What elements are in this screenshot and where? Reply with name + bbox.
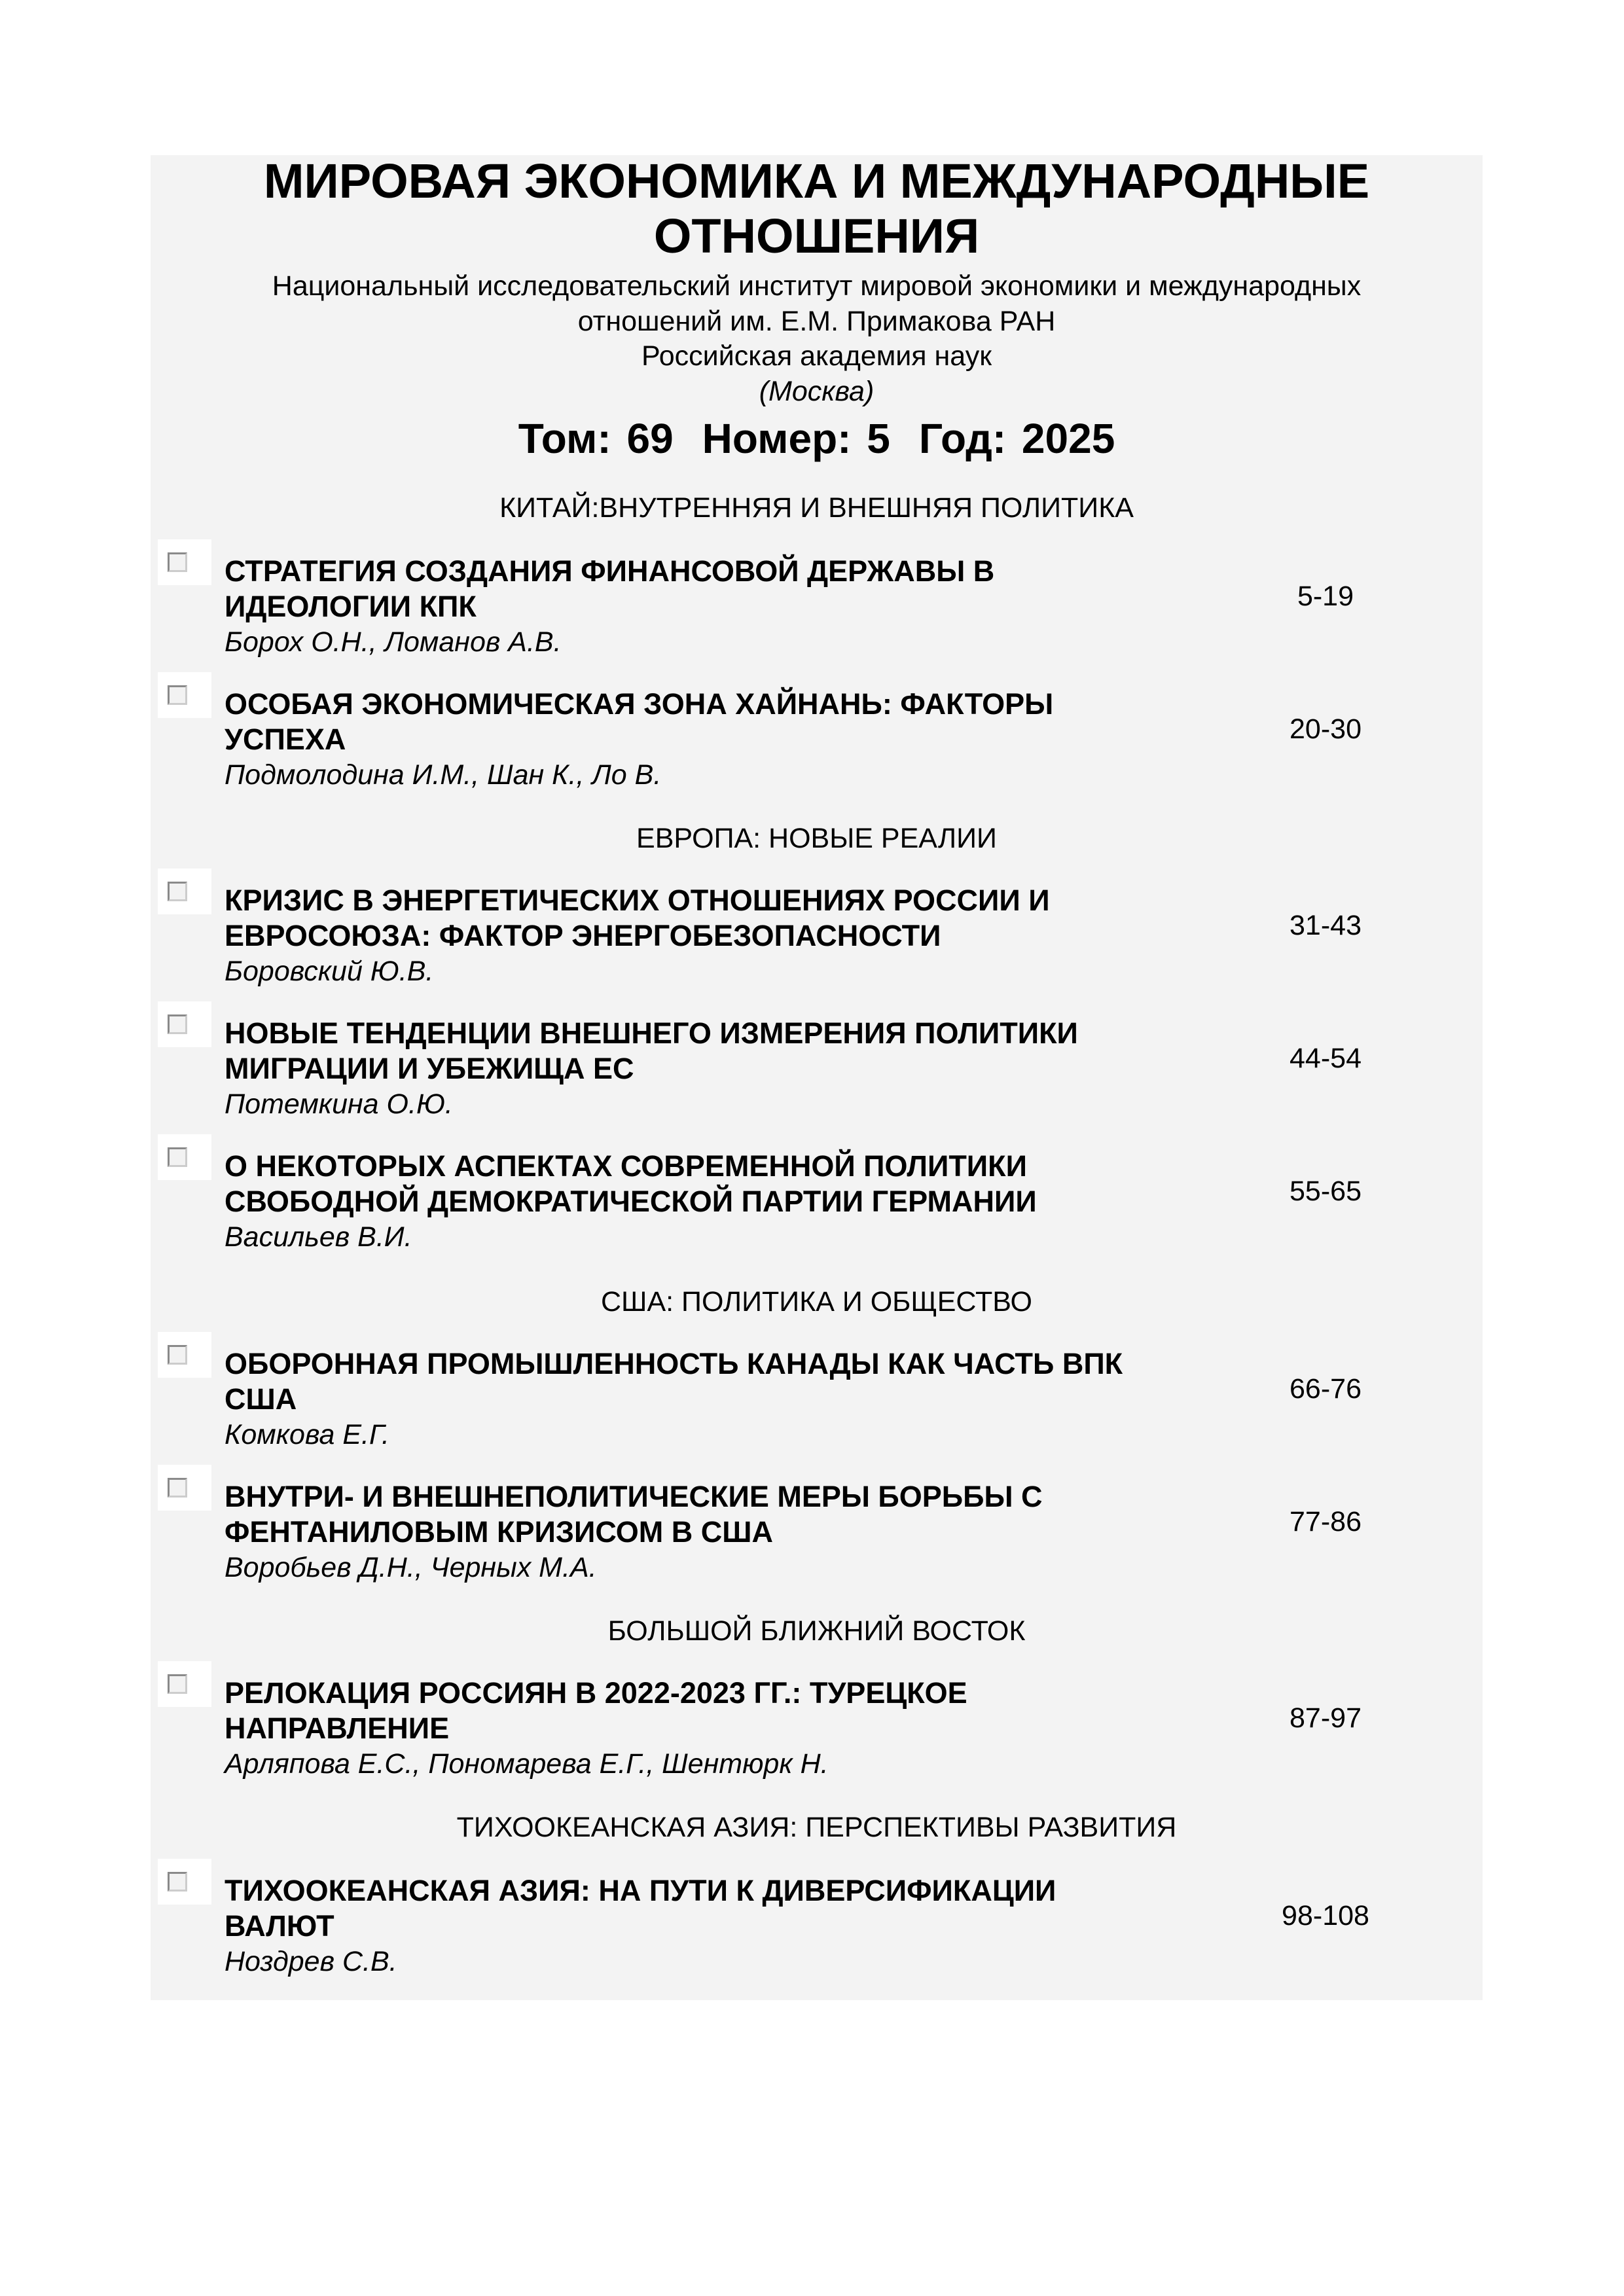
- article-pages: 31-43: [1290, 910, 1362, 941]
- article-authors: Воробьев Д.Н., Черных М.А.: [225, 1552, 597, 1583]
- section-heading: ТИХООКЕАНСКАЯ АЗИЯ: ПЕРСПЕКТИВЫ РАЗВИТИЯ: [456, 1812, 1177, 1843]
- article-checkbox[interactable]: [158, 672, 211, 718]
- checkbox-icon: [168, 685, 187, 705]
- section-heading: США: ПОЛИТИКА И ОБЩЕСТВО: [601, 1286, 1032, 1318]
- article-pages: 55-65: [1290, 1175, 1362, 1207]
- article-authors: Подмолодина И.М., Шан К., Ло В.: [225, 759, 662, 791]
- checkbox-icon: [168, 1478, 187, 1498]
- article-checkbox[interactable]: [158, 539, 211, 585]
- section-heading: КИТАЙ:ВНУТРЕННЯЯ И ВНЕШНЯЯ ПОЛИТИКА: [499, 492, 1134, 524]
- article-checkbox[interactable]: [158, 1859, 211, 1905]
- institute-name: Национальный исследовательский институт мировой экономики и международных отношений им. Е.М. Примакова РАН: [272, 270, 1362, 337]
- article-entry: [151, 1346, 1483, 1458]
- article-pages: 77-86: [1290, 1506, 1362, 1537]
- article-entry: [151, 687, 1483, 798]
- checkbox-icon: [168, 1147, 187, 1167]
- article-checkbox[interactable]: [158, 1332, 211, 1378]
- checkbox-icon: [168, 882, 187, 901]
- article-entry: [151, 1016, 1483, 1127]
- article-entry: [151, 1873, 1483, 1984]
- article-title[interactable]: О НЕКОТОРЫХ АСПЕКТАХ СОВРЕМЕННОЙ ПОЛИТИКИ СВОБОДНОЙ ДЕМОКРАТИЧЕСКОЙ ПАРТИИ ГЕРМАНИИ: [225, 1149, 1037, 1218]
- journal-title: МИРОВАЯ ЭКОНОМИКА И МЕЖДУНАРОДНЫЕ ОТНОШЕНИЯ: [263, 154, 1370, 263]
- article-title[interactable]: ОБОРОННАЯ ПРОМЫШЛЕННОСТЬ КАНАДЫ КАК ЧАСТЬ ВПК США: [225, 1347, 1123, 1416]
- issue-info: [151, 411, 1483, 466]
- section-heading: БОЛЬШОЙ БЛИЖНИЙ ВОСТОК: [607, 1615, 1026, 1647]
- academy-name: Российская академия наук: [641, 340, 992, 372]
- issue-number: Номер: 5: [702, 415, 890, 462]
- article-title[interactable]: КРИЗИС В ЭНЕРГЕТИЧЕСКИХ ОТНОШЕНИЯХ РОССИИ И ЕВРОСОЮЗА: ФАКТОР ЭНЕРГОБЕЗОПАСНОСТИ: [225, 884, 1050, 952]
- article-authors: Комкова Е.Г.: [225, 1419, 389, 1450]
- article-checkbox[interactable]: [158, 1134, 211, 1180]
- article-authors: Боровский Ю.В.: [225, 956, 434, 987]
- article-title[interactable]: ОСОБАЯ ЭКОНОМИЧЕСКАЯ ЗОНА ХАЙНАНЬ: ФАКТОРЫ УСПЕХА: [225, 687, 1054, 756]
- article-entry: [151, 554, 1483, 665]
- article-authors: Васильев В.И.: [225, 1221, 412, 1253]
- article-pages: 20-30: [1290, 713, 1362, 745]
- article-entry: [151, 883, 1483, 994]
- article-title[interactable]: РЕЛОКАЦИЯ РОССИЯН В 2022-2023 ГГ.: ТУРЕЦКОЕ НАПРАВЛЕНИЕ: [225, 1676, 967, 1745]
- checkbox-icon: [168, 1014, 187, 1034]
- article-title[interactable]: ТИХООКЕАНСКАЯ АЗИЯ: НА ПУТИ К ДИВЕРСИФИКАЦИИ ВАЛЮТ: [225, 1874, 1056, 1943]
- volume: Том: 69: [518, 415, 674, 462]
- article-checkbox[interactable]: [158, 1001, 211, 1047]
- checkbox-icon: [168, 552, 187, 572]
- checkbox-icon: [168, 1872, 187, 1892]
- article-authors: Арляпова Е.С., Пономарева Е.Г., Шентюрк Н.: [225, 1748, 829, 1780]
- article-pages: 44-54: [1290, 1043, 1362, 1074]
- article-title[interactable]: ВНУТРИ- И ВНЕШНЕПОЛИТИЧЕСКИЕ МЕРЫ БОРЬБЫ С ФЕНТАНИЛОВЫМ КРИЗИСОМ В США: [225, 1480, 1043, 1549]
- article-authors: Потемкина О.Ю.: [225, 1088, 453, 1120]
- year: Год: 2025: [918, 415, 1115, 462]
- article-authors: Ноздрев С.В.: [225, 1946, 397, 1977]
- article-pages: 66-76: [1290, 1373, 1362, 1405]
- article-entry: [151, 1676, 1483, 1787]
- article-entry: [151, 1479, 1483, 1590]
- article-title[interactable]: НОВЫЕ ТЕНДЕНЦИИ ВНЕШНЕГО ИЗМЕРЕНИЯ ПОЛИТИКИ МИГРАЦИИ И УБЕЖИЩА ЕС: [225, 1016, 1078, 1085]
- article-pages: 98-108: [1282, 1900, 1369, 1931]
- checkbox-icon: [168, 1674, 187, 1694]
- article-pages: 5-19: [1297, 581, 1354, 612]
- city: (Москва): [759, 376, 875, 407]
- article-pages: 87-97: [1290, 1702, 1362, 1734]
- article-title[interactable]: СТРАТЕГИЯ СОЗДАНИЯ ФИНАНСОВОЙ ДЕРЖАВЫ В ИДЕОЛОГИИ КПК: [225, 554, 995, 623]
- section-heading: ЕВРОПА: НОВЫЕ РЕАЛИИ: [636, 823, 997, 854]
- article-checkbox[interactable]: [158, 869, 211, 914]
- article-checkbox[interactable]: [158, 1465, 211, 1511]
- checkbox-icon: [168, 1345, 187, 1365]
- article-checkbox[interactable]: [158, 1661, 211, 1707]
- article-authors: Борох О.Н., Ломанов А.В.: [225, 626, 562, 658]
- article-entry: [151, 1149, 1483, 1260]
